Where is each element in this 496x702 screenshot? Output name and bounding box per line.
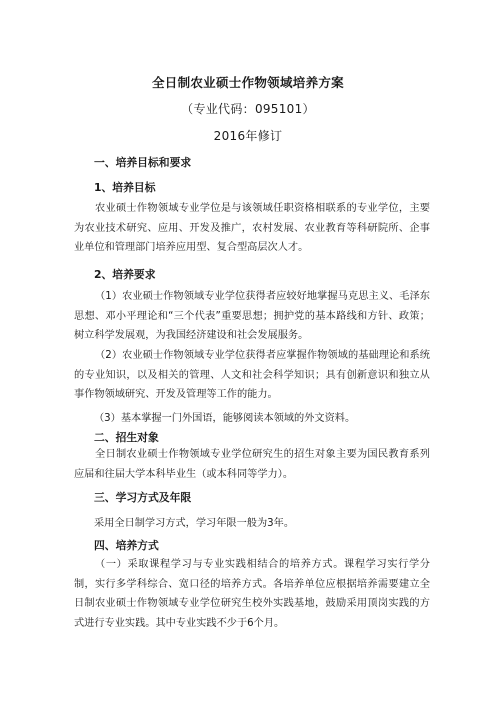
subsection-1-heading: 1、培养目标 <box>94 181 156 194</box>
section-1-paragraph-3: （2）农业硕士作物领域专业学位获得者应掌握作物领域的基础理论和系统的专业知识，以及相关的管理、人文和社会科学知识；具有创新意识和独立从事作物领域研究、开发及管理等工作的能力。 <box>74 350 430 400</box>
section-1-paragraph-1: 农业硕士作物领域专业学位是与该领域任职资格相联系的专业学位，主要为农业技术研究、应用、开发及推广，农村发展、农业教育等科研院所、企事业单位和管理部门培养应用型、复合型高层次人才。 <box>74 203 430 253</box>
subsection-2-heading: 2、培养要求 <box>94 268 156 281</box>
section-2-paragraph: 全日制农业硕士作物领域专业学位研究生的招生对象主要为国民教育系列应届和往届大学本科毕业生（或本科同等学力）。 <box>74 449 430 480</box>
section-1-paragraph-2: （1）农业硕士作物领域专业学位获得者应较好地掌握马克思主义、毛泽东思想、邓小平理论和“三个代表”重要思想；拥护党的基本路线和方针、政策；树立科学发展观，为我国经济建设和社会发展服务。 <box>74 291 430 341</box>
section-4-heading: 四、培养方式 <box>94 539 159 552</box>
document-title: 全日制农业硕士作物领域培养方案 <box>151 75 344 90</box>
program-code: （专业代码：095101） <box>181 102 315 116</box>
revision-year: 2016年修订 <box>213 129 283 143</box>
section-1-paragraph-4: （3）基本掌握一门外国语，能够阅读本领域的外文资料。 <box>94 413 356 424</box>
section-4-paragraph: （一）采取课程学习与专业实践相结合的培养方式。课程学习实行学分制，实行多学科综合、宽口径的培养方式。各培养单位应根据培养需要建立全日制农业硕士作物领域专业学位研究生校外实践基地，鼓励采用顶岗实践的方式进行专业实践。其中专业实践不少于6个月。 <box>74 559 430 629</box>
section-3-heading: 三、学习方式及年限 <box>94 491 192 504</box>
section-3-paragraph: 采用全日制学习方式，学习年限一般为3年。 <box>94 518 295 529</box>
section-2-heading: 二、招生对象 <box>94 431 159 444</box>
section-1-heading: 一、培养目标和要求 <box>94 156 192 169</box>
